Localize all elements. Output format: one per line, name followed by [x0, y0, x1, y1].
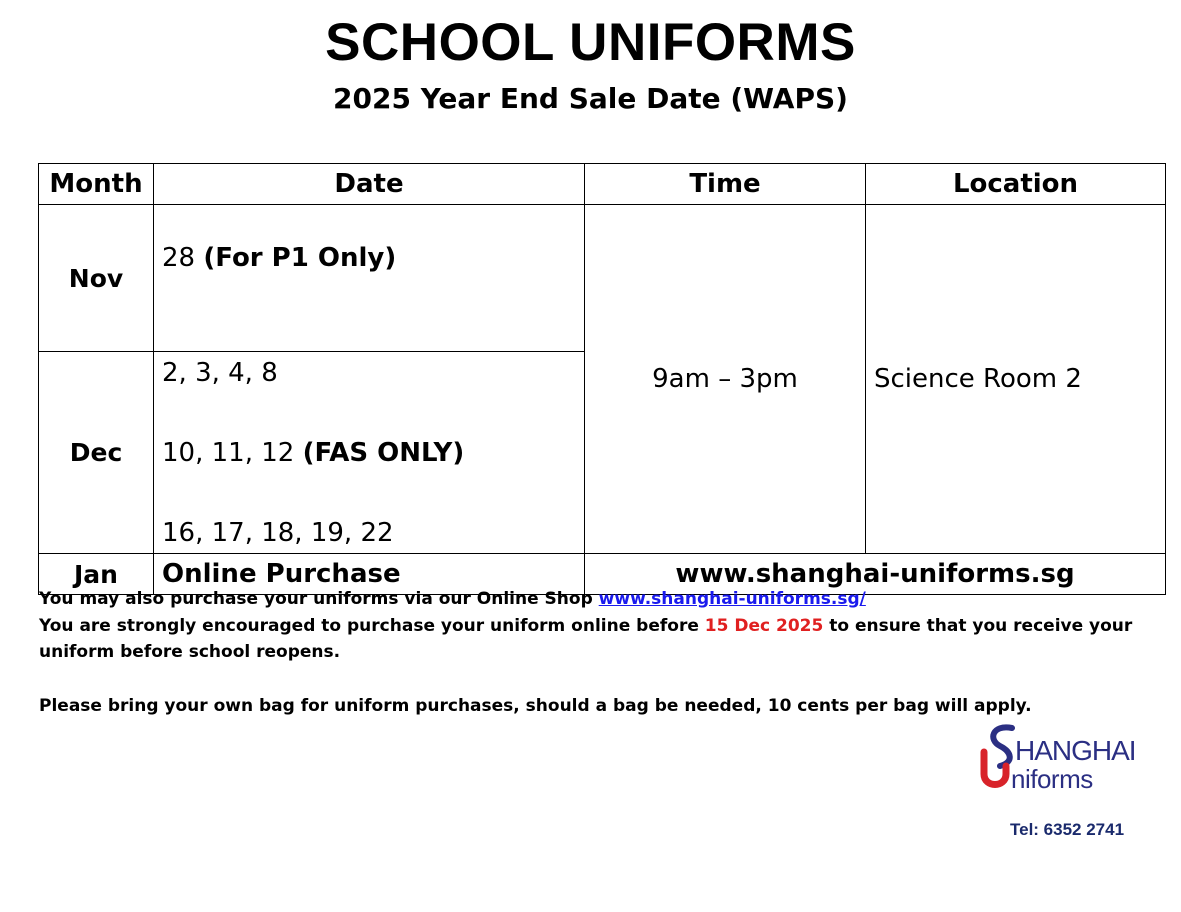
month-cell-nov: Nov	[39, 205, 154, 352]
date-cell-dec	[154, 352, 585, 554]
shanghai-uniforms-logo	[978, 722, 1140, 798]
dec-dates-line-3: 16, 17, 18, 19, 22	[162, 518, 394, 548]
note-line-1	[39, 586, 1139, 613]
column-header-date: Date	[154, 164, 585, 205]
notes-section	[39, 586, 1139, 719]
note-line-2-suffix: to ensure that you receive your	[823, 615, 1133, 636]
note-line-2	[39, 613, 1139, 640]
dec-dates-line-2	[162, 438, 464, 468]
logo-text-top: HANGHAI	[1015, 735, 1136, 766]
month-cell-dec: Dec	[39, 352, 154, 554]
page-subtitle: 2025 Year End Sale Date (WAPS)	[333, 82, 848, 115]
logo-s-swoosh	[993, 727, 1012, 766]
online-shop-url: www.shanghai-uniforms.sg	[585, 554, 1166, 595]
table-header-row	[39, 164, 1166, 205]
page-title: SCHOOL UNIFORMS	[325, 13, 856, 72]
note-line-3: uniform before school reopens.	[39, 642, 341, 662]
logo-text-bottom: niforms	[1011, 764, 1093, 794]
dec-dates-line-2-note: (FAS ONLY)	[302, 438, 465, 468]
telephone-number: Tel: 6352 2741	[1010, 820, 1125, 839]
time-cell: 9am – 3pm	[585, 205, 866, 554]
logo-u-shape	[984, 752, 1006, 785]
table-row-nov	[39, 205, 1166, 352]
note-line-1-text: You may also purchase your uniforms via our Online Shop	[39, 589, 599, 609]
column-header-month: Month	[39, 164, 154, 205]
online-shop-link[interactable]: www.shanghai-uniforms.sg/	[598, 589, 866, 609]
online-purchase-label: Online Purchase	[154, 554, 585, 595]
nov-date-note: (For P1 Only)	[203, 243, 397, 273]
date-cell-nov	[154, 205, 585, 352]
location-cell: Science Room 2	[866, 205, 1166, 554]
schedule-table	[38, 163, 1166, 595]
dec-dates-line-1: 2, 3, 4, 8	[162, 358, 278, 388]
note-line-4: Please bring your own bag for uniform purchases, should a bag be needed, 10 cents per bag will apply.	[39, 695, 1032, 716]
column-header-time: Time	[585, 164, 866, 205]
nov-date-number: 28	[162, 243, 196, 273]
column-header-location: Location	[866, 164, 1166, 205]
dec-dates-line-2-number: 10, 11, 12	[162, 438, 295, 468]
note-line-2-text: You are strongly encouraged to purchase your uniform online before	[39, 615, 705, 636]
deadline-date: 15 Dec 2025	[704, 615, 824, 636]
month-cell-jan: Jan	[39, 554, 154, 595]
